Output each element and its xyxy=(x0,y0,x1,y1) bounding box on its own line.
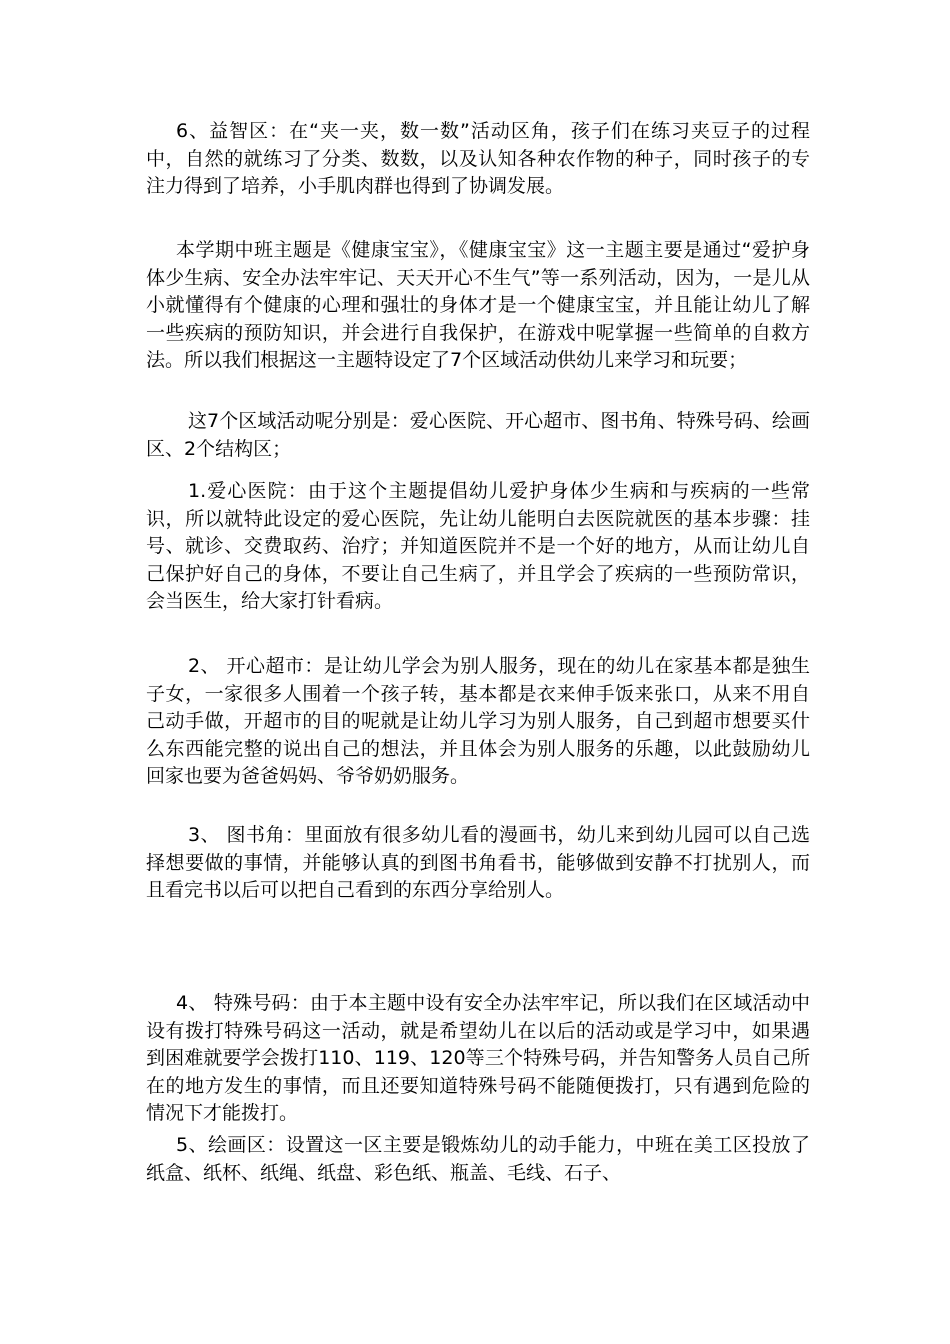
paragraph-puzzle-area: 6、益智区：在“夹一夹，数一数”活动区角，孩子们在练习夹豆子的过程中，自然的就练习了分类、数数，以及认知各种农作物的种子，同时孩子的专注力得到了培养，小手肌肉群也得到了协调发展。 xyxy=(146,120,810,197)
paragraph-happy-supermarket: 2、 开心超市：是让幼儿学会为别人服务，现在的幼儿在家基本都是独生子女，一家很多人围着一个孩子转，基本都是衣来伸手饭来张口，从来不用自己动手做，开超市的目的呢就是让幼儿学习为别人服务，自己到超市想要买什么东西能完整的说出自己的想法，并且体会为别人服务的乐趣，以此鼓励幼儿回家也要为爸爸妈妈、爷爷奶奶服务。 xyxy=(146,655,810,787)
paragraph-drawing-area: 5、绘画区：设置这一区主要是锻炼幼儿的动手能力，中班在美工区投放了纸盒、纸杯、纸绳、纸盘、彩色纸、瓶盖、毛线、石子、 xyxy=(146,1134,810,1184)
paragraph-semester-theme: 本学期中班主题是《健康宝宝》，《健康宝宝》这一主题主要是通过“爱护身体少生病、安全办法牢牢记、天天开心不生气”等一系列活动，因为，一是儿从小就懂得有个健康的心理和强壮的身体才是一个健康宝宝，并且能让幼儿了解一些疾病的预防知识，并会进行自我保护，在游戏中呢掌握一些简单的自救方法。所以我们根据这一主题特设定了7个区域活动供幼儿来学习和玩要； xyxy=(146,239,810,371)
paragraph-love-hospital: 1.爱心医院：由于这个主题提倡幼儿爱护身体少生病和与疾病的一些常识，所以就特此设定的爱心医院，先让幼儿能明白去医院就医的基本步骤：挂号、就诊、交费取药、治疗；并知道医院并不是一个好的地方，从而让幼儿自己保护好自己的身体，不要让自己生病了，并且学会了疾病的一些预防常识，会当医生，给大家打针看病。 xyxy=(146,480,810,612)
paragraph-area-list: 这7个区域活动呢分别是：爱心医院、开心超市、图书角、特殊号码、绘画区、2个结构区； xyxy=(146,410,810,460)
paragraph-special-numbers: 4、 特殊号码：由于本主题中设有安全办法牢牢记，所以我们在区域活动中设有拨打特殊号码这一活动，就是希望幼儿在以后的活动或是学习中，如果遇到困难就要学会拨打110、119、120等三个特殊号码，并告知警务人员自己所在的地方发生的事情，而且还要知道特殊号码不能随便拨打，只有遇到危险的情况下才能拨打。 xyxy=(146,992,810,1124)
paragraph-book-corner: 3、 图书角：里面放有很多幼儿看的漫画书，幼儿来到幼儿园可以自己选择想要做的事情，并能够认真的到图书角看书，能够做到安静不打扰别人，而且看完书以后可以把自己看到的东西分享给别人。 xyxy=(146,824,810,901)
